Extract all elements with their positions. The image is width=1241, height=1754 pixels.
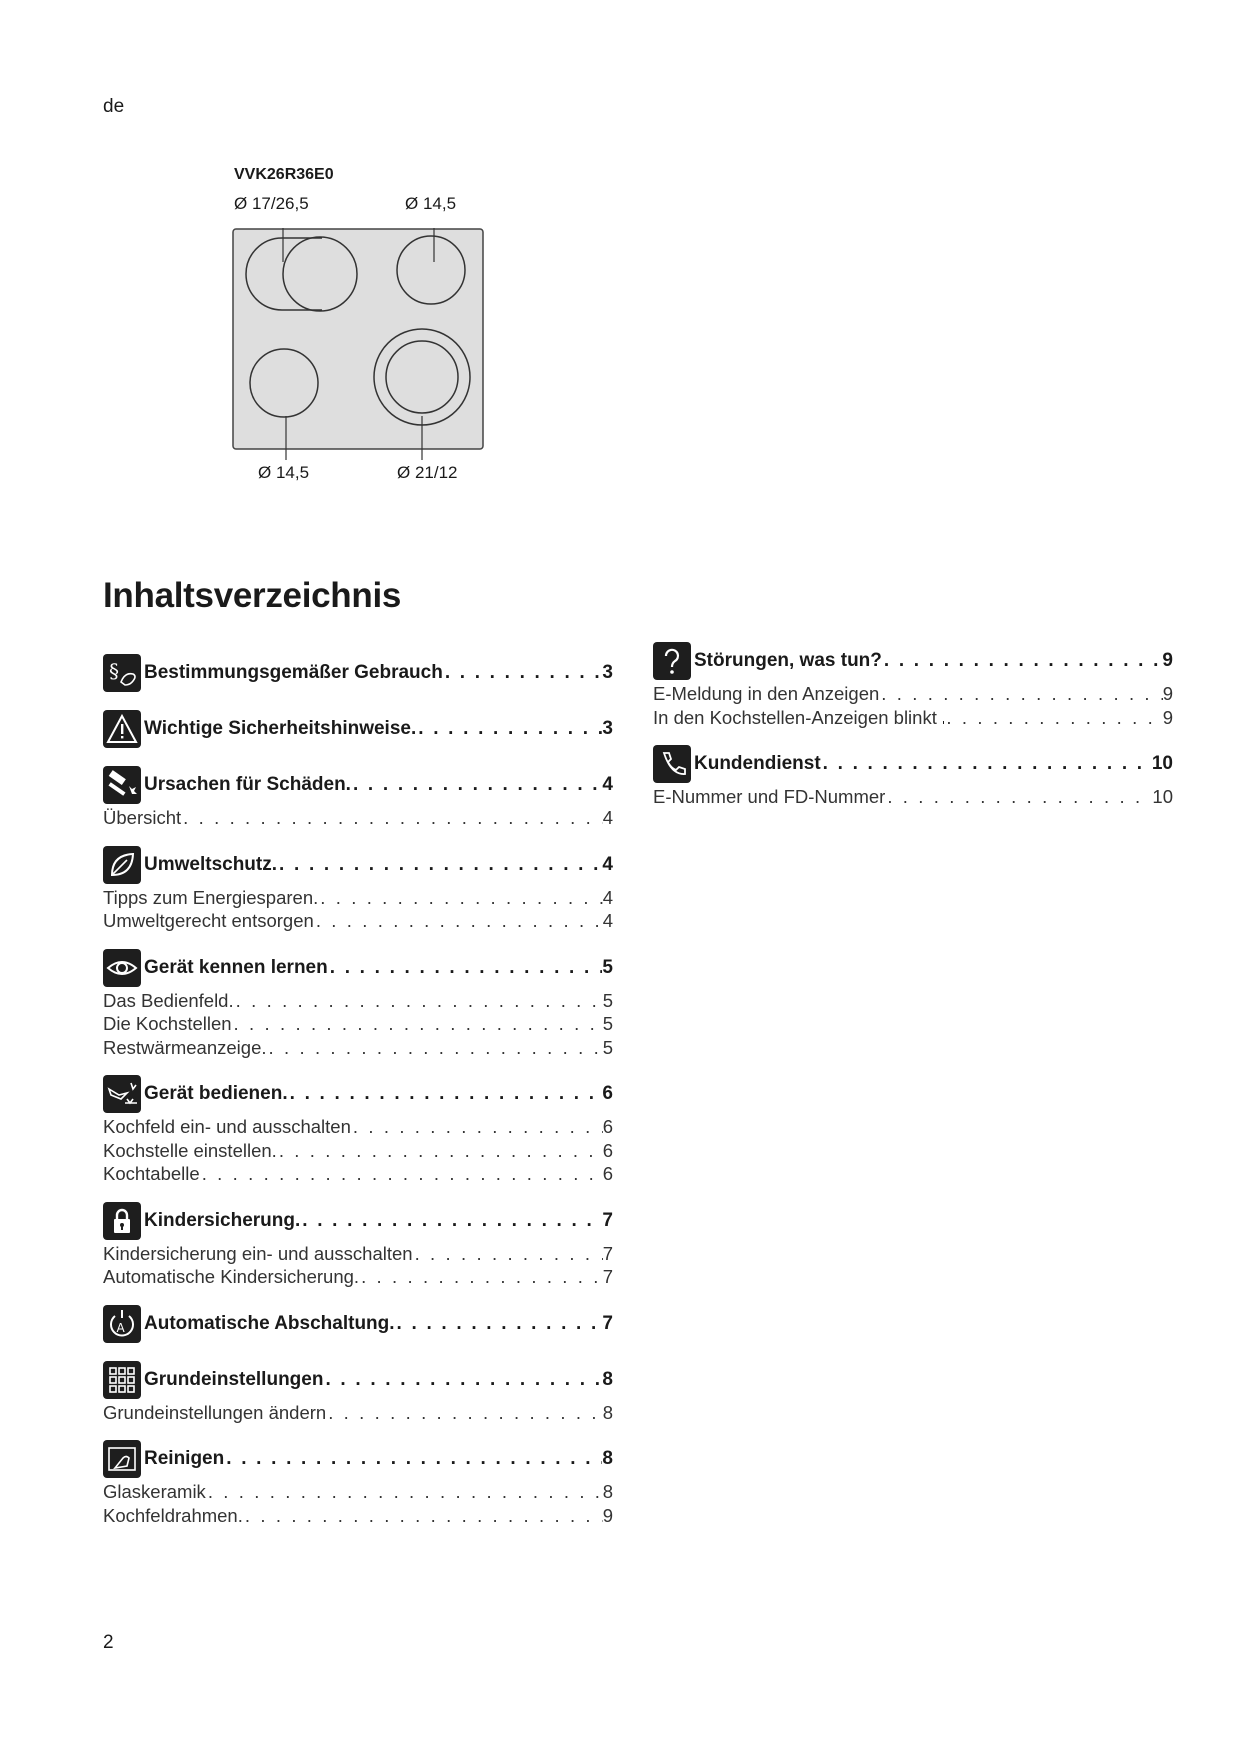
toc-subentry[interactable] xyxy=(103,1242,613,1266)
dot-leader xyxy=(359,1265,603,1289)
svg-text:A: A xyxy=(116,1320,125,1335)
toc-subentry[interactable] xyxy=(103,1265,613,1289)
toc-section xyxy=(103,1073,613,1186)
toc-subentry[interactable] xyxy=(103,1036,613,1060)
entry-title: Übersicht xyxy=(103,807,182,828)
toc-section-heading[interactable] xyxy=(144,774,613,796)
toc-subentry[interactable] xyxy=(653,682,1173,706)
entry-title: Reinigen xyxy=(144,1448,225,1469)
dot-leader xyxy=(395,1313,603,1335)
toc-subentry[interactable] xyxy=(103,886,613,910)
entry-title: Restwärmeanzeige. xyxy=(103,1036,267,1058)
entry-page: 5 xyxy=(602,1013,613,1034)
dot-leader xyxy=(323,1369,602,1391)
toc-subentry[interactable] xyxy=(653,706,1173,730)
toc-section xyxy=(103,1359,613,1425)
entry-page: 8 xyxy=(602,1368,613,1390)
toc-section-heading[interactable] xyxy=(144,957,613,979)
entry-page: 3 xyxy=(602,718,613,739)
svg-text:§: § xyxy=(109,659,119,683)
entry-page: 5 xyxy=(602,956,613,978)
entry-title: Tipps zum Energiesparen. xyxy=(103,886,319,908)
hob-diagram xyxy=(232,228,484,460)
auto-power-icon xyxy=(103,1305,141,1343)
dot-leader xyxy=(288,1083,603,1105)
toc-subentry[interactable] xyxy=(103,1012,613,1036)
entry-page: 5 xyxy=(602,989,613,1011)
zone-label-bottom-right: Ø 21/12 xyxy=(397,463,458,482)
zone-label-top-left: Ø 17/26,5 xyxy=(234,194,309,213)
dot-leader xyxy=(318,886,602,910)
entry-page: 9 xyxy=(602,1504,613,1526)
dot-leader xyxy=(181,806,603,830)
entry-page: 7 xyxy=(602,1312,613,1334)
entry-title: Umweltgerecht entsorgen xyxy=(103,910,314,931)
entry-page: 4 xyxy=(602,807,613,828)
toc-section xyxy=(103,947,613,1060)
toc-subentry[interactable] xyxy=(103,1162,613,1186)
toc-section xyxy=(653,743,1173,809)
model-number: VVK26R36E0 xyxy=(234,166,334,183)
entry-page: 9 xyxy=(1162,650,1173,671)
toc-section-heading[interactable] xyxy=(694,753,1173,775)
grid-settings-icon xyxy=(103,1361,141,1399)
toc-section xyxy=(103,1200,613,1289)
entry-page: 4 xyxy=(602,853,613,875)
dot-leader xyxy=(351,1115,603,1139)
entry-page: 4 xyxy=(602,910,613,931)
toc-section-heading[interactable] xyxy=(144,718,613,740)
page-number: 2 xyxy=(103,1632,114,1653)
toc-section xyxy=(653,640,1173,729)
entry-title: Kundendienst xyxy=(694,753,821,774)
toc-section-heading[interactable] xyxy=(144,1369,613,1391)
toc-section xyxy=(103,1438,613,1527)
entry-title: Das Bedienfeld. xyxy=(103,989,234,1011)
entry-page: 5 xyxy=(602,1036,613,1058)
entry-title: Ursachen für Schäden. xyxy=(144,774,351,795)
dot-leader xyxy=(314,909,603,933)
entry-title: Grundeinstellungen xyxy=(144,1368,324,1390)
entry-title: Umweltschutz. xyxy=(144,853,278,875)
toc-section-heading[interactable] xyxy=(144,1448,613,1470)
hammer-damage-icon xyxy=(103,766,141,804)
toc-section-heading[interactable] xyxy=(694,650,1173,672)
toc-subentry[interactable] xyxy=(103,1504,613,1528)
question-icon xyxy=(653,642,691,680)
toc-section xyxy=(103,1303,613,1345)
entry-title: Gerät kennen lernen xyxy=(144,956,328,978)
entry-title: Kindersicherung ein- und ausschalten xyxy=(103,1242,413,1264)
entry-page: 10 xyxy=(1151,753,1173,774)
toc-section xyxy=(103,844,613,933)
dot-leader xyxy=(277,854,602,876)
dot-leader xyxy=(232,1012,603,1036)
entry-page: 7 xyxy=(602,1266,613,1287)
leaf-icon xyxy=(103,846,141,884)
toc-subentry[interactable] xyxy=(103,806,613,830)
toc-subentry[interactable] xyxy=(103,909,613,933)
dot-leader xyxy=(944,706,1162,730)
toc-section-heading[interactable] xyxy=(144,1313,613,1335)
dot-leader xyxy=(300,1210,602,1232)
paragraph-hand-icon xyxy=(103,654,141,692)
dot-leader xyxy=(206,1480,603,1504)
toc-subentry[interactable] xyxy=(103,1139,613,1163)
entry-page: 9 xyxy=(1162,706,1173,728)
dot-leader xyxy=(277,1139,603,1163)
entry-title: E-Meldung in den Anzeigen xyxy=(653,683,880,704)
eye-icon xyxy=(103,949,141,987)
dot-leader xyxy=(882,650,1163,672)
entry-page: 6 xyxy=(602,1139,613,1161)
toc-section xyxy=(103,764,613,830)
dot-leader xyxy=(234,989,603,1013)
toc-section xyxy=(103,652,613,694)
dot-leader xyxy=(821,753,1152,775)
toc-subentry[interactable] xyxy=(103,1401,613,1425)
toc-section-heading[interactable] xyxy=(144,1210,613,1232)
entry-title: Störungen, was tun? xyxy=(694,650,882,671)
dot-leader xyxy=(243,1504,603,1528)
language-code: de xyxy=(103,96,125,117)
entry-title: Gerät bedienen. xyxy=(144,1083,288,1104)
entry-page: 6 xyxy=(602,1163,613,1184)
toc-subentry[interactable] xyxy=(653,785,1173,809)
entry-page: 4 xyxy=(602,774,613,795)
hand-operate-icon xyxy=(103,1075,141,1113)
zone-label-top-right: Ø 14,5 xyxy=(405,194,457,213)
phone-icon xyxy=(653,745,691,783)
dot-leader xyxy=(416,718,602,740)
entry-page: 4 xyxy=(602,886,613,908)
dot-leader xyxy=(267,1036,603,1060)
dot-leader xyxy=(879,682,1162,706)
entry-page: 7 xyxy=(602,1209,613,1231)
toc-subentry[interactable] xyxy=(103,1480,613,1504)
entry-title: Glaskeramik xyxy=(103,1481,206,1502)
entry-page: 8 xyxy=(602,1401,613,1423)
warning-triangle-icon xyxy=(103,710,141,748)
entry-page: 8 xyxy=(602,1481,613,1502)
entry-page: 3 xyxy=(602,662,613,683)
entry-page: 6 xyxy=(602,1116,613,1137)
entry-title: Wichtige Sicherheitshinweise. xyxy=(144,718,417,739)
entry-title: Kindersicherung. xyxy=(144,1209,301,1231)
entry-title: In den Kochstellen-Anzeigen blinkt xyxy=(653,706,937,728)
toc-left-column xyxy=(103,652,613,1541)
entry-title: E-Nummer und FD-Nummer xyxy=(653,786,886,807)
toc-title: Inhaltsverzeichnis xyxy=(103,576,402,615)
dot-leader xyxy=(443,662,603,684)
dot-leader xyxy=(413,1242,603,1266)
lock-icon xyxy=(103,1202,141,1240)
entry-page: 9 xyxy=(1162,683,1173,704)
entry-title: Kochfeldrahmen. xyxy=(103,1504,243,1526)
dot-leader xyxy=(200,1162,603,1186)
entry-title: Grundeinstellungen ändern xyxy=(103,1401,327,1423)
entry-title: Kochfeld ein- und ausschalten xyxy=(103,1116,351,1137)
zone-label-bottom-left: Ø 14,5 xyxy=(258,463,310,482)
entry-page: 10 xyxy=(1152,786,1173,807)
toc-section-heading[interactable] xyxy=(144,1083,613,1105)
toc-section xyxy=(103,708,613,750)
entry-title: Automatische Abschaltung. xyxy=(144,1312,395,1334)
entry-title: Die Kochstellen xyxy=(103,1013,232,1034)
entry-title: Bestimmungsgemäßer Gebrauch xyxy=(144,662,443,683)
toc-subentry[interactable] xyxy=(103,1115,613,1139)
dot-leader xyxy=(224,1448,602,1470)
toc-section-heading[interactable] xyxy=(144,662,613,684)
entry-title: Automatische Kindersicherung. xyxy=(103,1266,360,1287)
toc-subentry[interactable] xyxy=(103,989,613,1013)
dot-leader xyxy=(351,774,602,796)
toc-section-heading[interactable] xyxy=(144,854,613,876)
toc-right-column xyxy=(653,640,1173,823)
entry-page: 7 xyxy=(602,1242,613,1264)
cleaning-hand-icon xyxy=(103,1440,141,1478)
dot-leader xyxy=(326,1401,603,1425)
dot-leader xyxy=(885,785,1152,809)
hob-surface xyxy=(233,229,483,449)
entry-title: Kochstelle einstellen. xyxy=(103,1139,277,1161)
entry-page: 6 xyxy=(602,1083,613,1104)
entry-title: Kochtabelle xyxy=(103,1163,200,1184)
dot-leader xyxy=(328,957,603,979)
entry-page: 8 xyxy=(602,1448,613,1469)
